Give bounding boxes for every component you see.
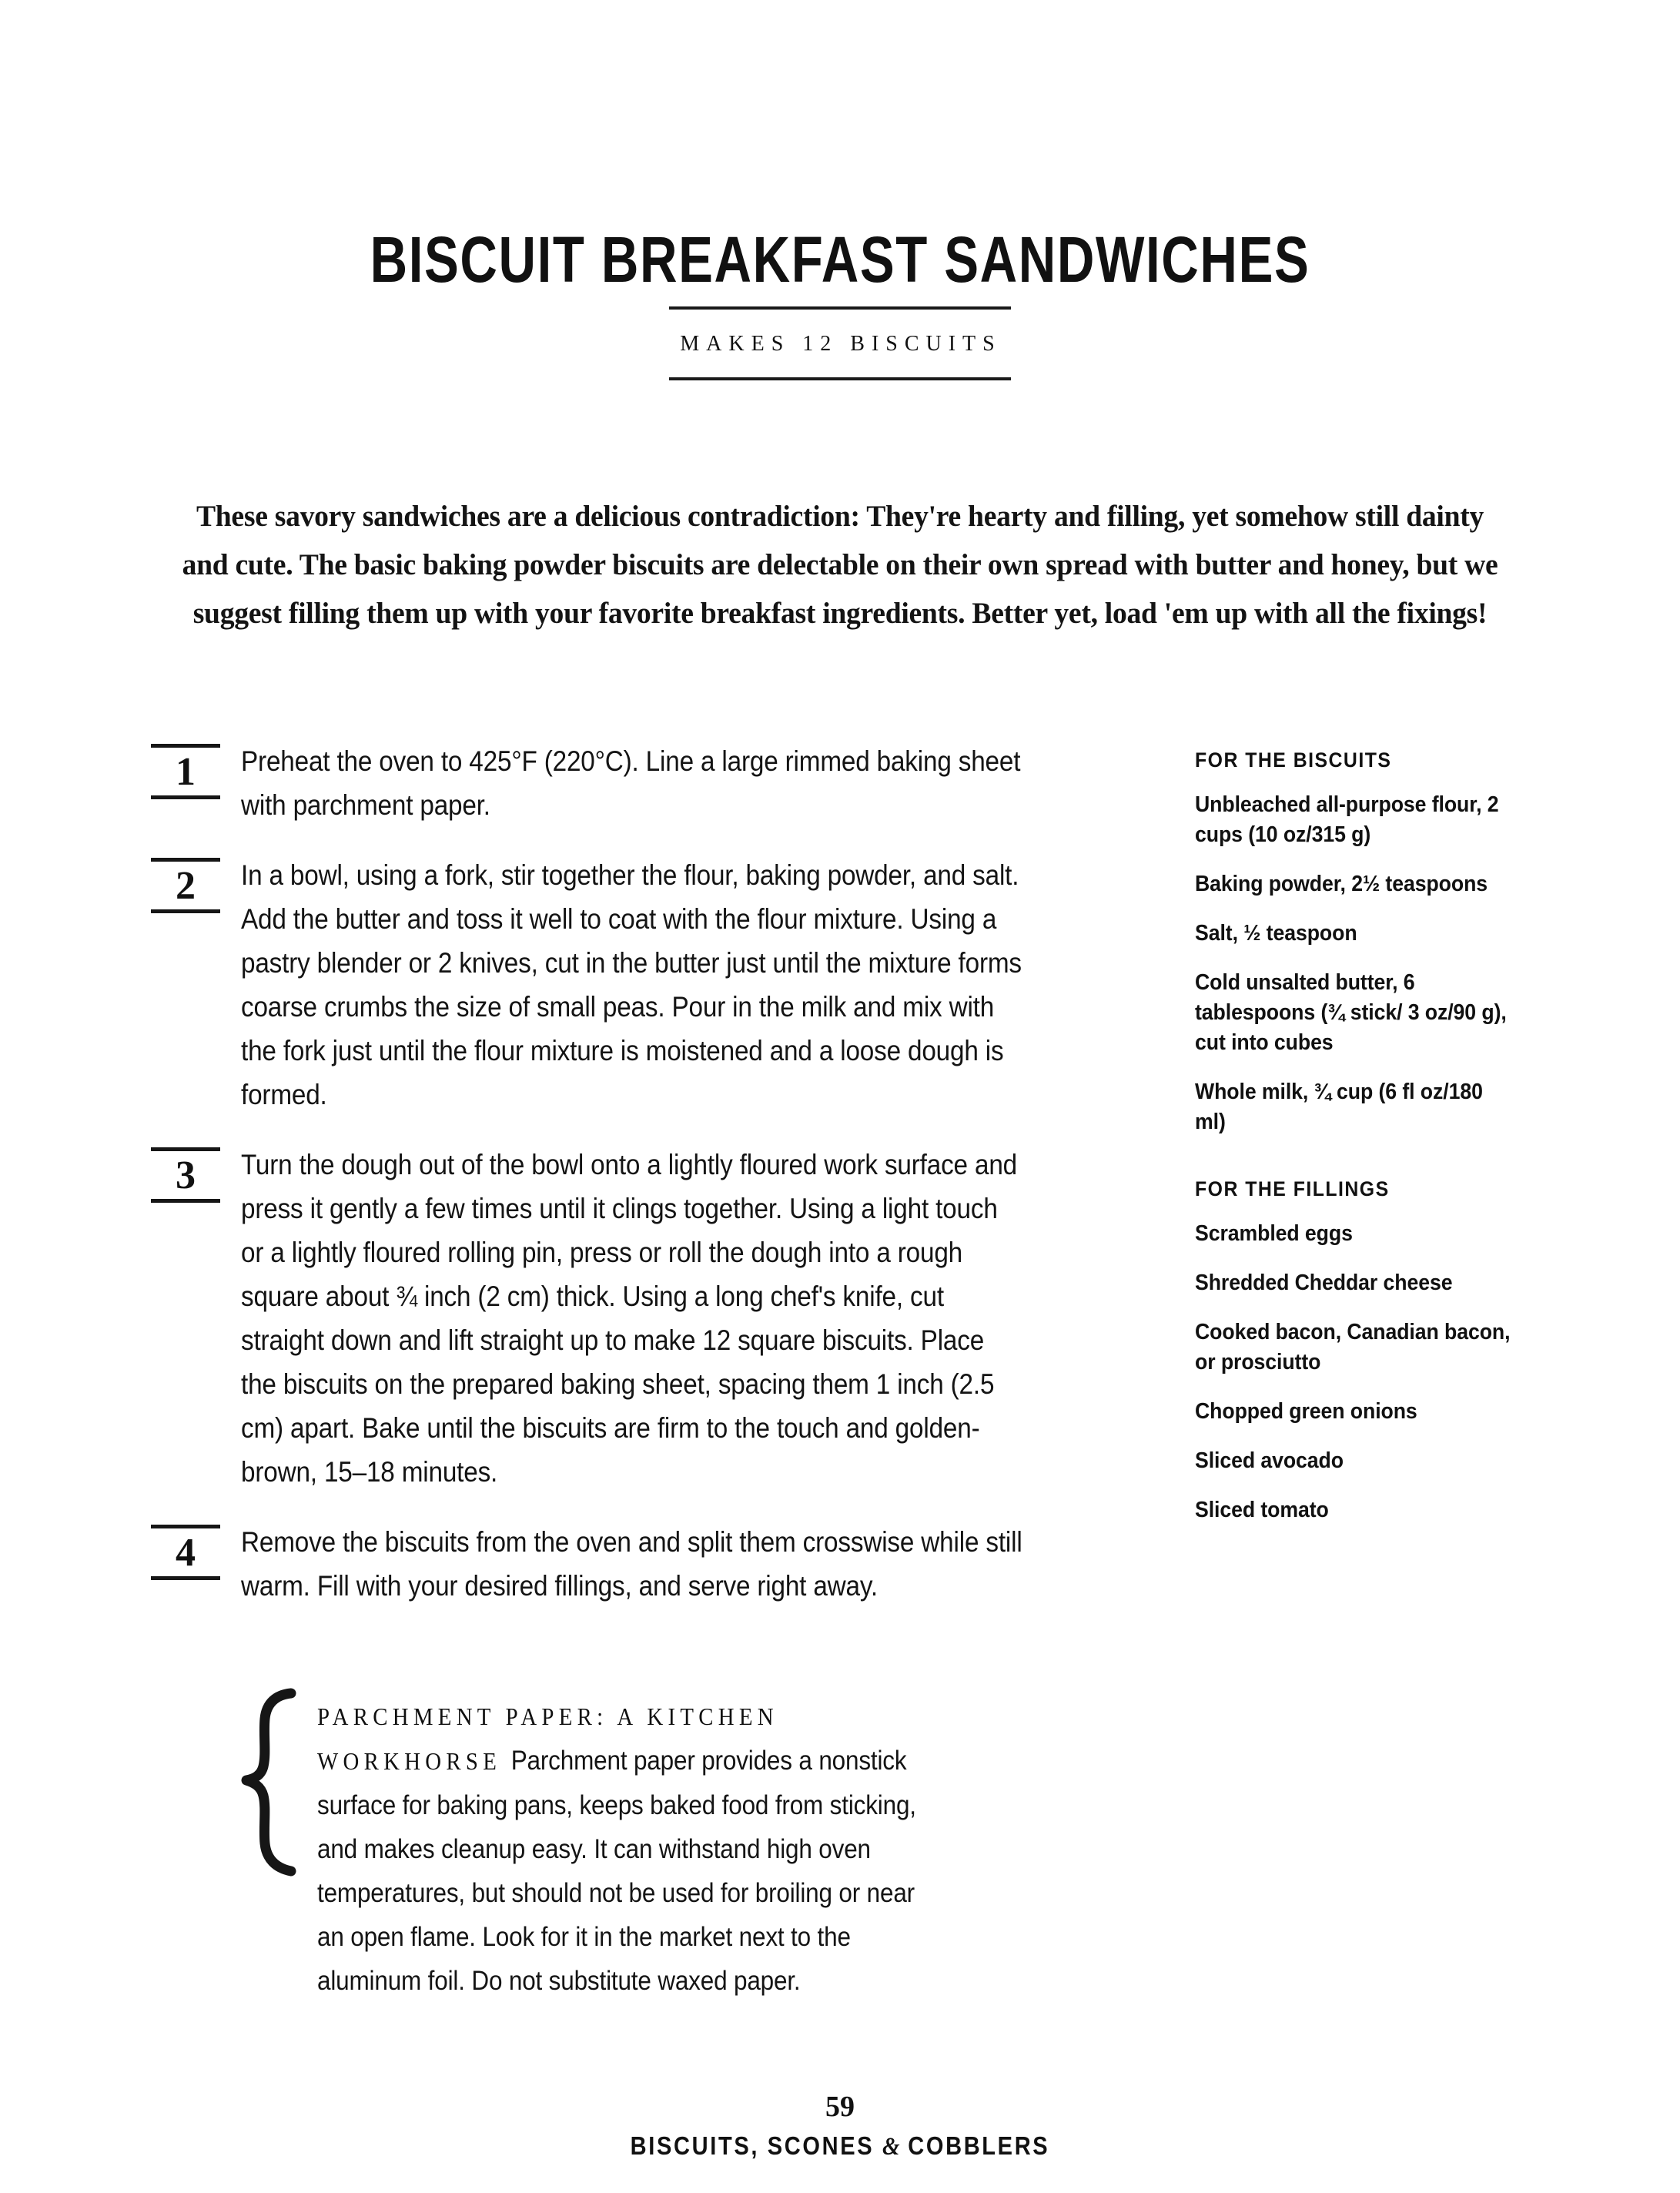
ampersand-glyph: & — [882, 2133, 900, 2161]
step-number: 4 — [151, 1525, 220, 1580]
step-number: 1 — [151, 744, 220, 799]
note-body-text: Parchment paper provides a nonstick surface for baking pans, keeps baked food from sticking, and makes cleanup easy. It can withstand high oven temperatures, but should not be used for broiling or near an open flame. Look for it in the market next to the aluminum foil. Do not substitute waxed paper. — [317, 1746, 916, 1996]
step-item — [151, 853, 1113, 1117]
ingredient-item: Salt, ½ teaspoon — [1195, 921, 1357, 946]
step-text: Remove the biscuits from the oven and split them crosswise while still warm. Fill with your desired fillings, and serve right away. — [241, 1526, 1022, 1602]
note-text-block — [317, 1686, 939, 2003]
step-number-wrap — [151, 1143, 241, 1203]
yield-block — [669, 306, 1011, 380]
step-text: Turn the dough out of the bowl onto a lightly floured work surface and press it gently a few times until it clings together. Using a light touch or a lightly floured rolling pin, press or roll the dough into a rough square about ¾ inch (2 cm) thick. Using a long chef's knife, cut straight down and lift straight up to make 12 square biscuits. Place the biscuits on the prepared baking sheet, spacing them 1 inch (2.5 cm) apart. Bake until the biscuits are firm to the touch and golden-brown, 15–18 minutes. — [241, 1149, 1017, 1488]
step-number: 2 — [151, 858, 220, 913]
yield-rule-bottom — [669, 377, 1011, 380]
step-text: Preheat the oven to 425°F (220°C). Line a large rimmed baking sheet with parchment paper. — [241, 745, 1021, 821]
running-head — [101, 2131, 1579, 2161]
instruction-steps — [151, 739, 1113, 1634]
ingredient-item: Cold unsalted butter, 6 tablespoons (¾ stick/ 3 oz/90 g), cut into cubes — [1195, 970, 1507, 1055]
running-head-after: COBBLERS — [899, 2131, 1050, 2160]
ingredient-item: Scrambled eggs — [1195, 1221, 1353, 1246]
ingredient-item: Shredded Cheddar cheese — [1195, 1271, 1453, 1295]
ingredient-item: Baking powder, 2½ teaspoons — [1195, 872, 1488, 896]
ingredients-sidebar — [1195, 748, 1514, 1545]
recipe-intro: These savory sandwiches are a delicious contradiction: They're hearty and filling, yet somehow still dainty and cute. The basic baking powder biscuits are delectable on their own spread with butter and honey, but we suggest filling them up with your favorite breakfast ingredients. Better yet, load 'em up with all the fixings! — [182, 500, 1498, 630]
ingredient-item: Unbleached all-purpose flour, 2 cups (10 oz/315 g) — [1195, 792, 1499, 847]
curly-brace-icon — [231, 1686, 317, 1871]
yield-label: MAKES 12 BISCUITS — [680, 332, 1002, 356]
step-number-wrap — [151, 1520, 241, 1580]
ingredient-item: Chopped green onions — [1195, 1399, 1417, 1424]
note-heading: PARCHMENT PAPER: A KITCHEN WORKHORSE — [317, 1703, 778, 1775]
step-text: In a bowl, using a fork, stir together the flour, baking powder, and salt. Add the butter and toss it well to coat with the flour mixture. Using a pastry blender or 2 knives, cut in the butter just until the mixture forms coarse crumbs the size of small peas. Pour in the milk and mix with the fork just until the flour mixture is moistened and a loose dough is formed. — [241, 859, 1022, 1110]
ingredient-item: Whole milk, ¾ cup (6 fl oz/180 ml) — [1195, 1080, 1483, 1134]
sidebar-note — [231, 1686, 1009, 2003]
ingredients-heading-biscuits: FOR THE BISCUITS — [1195, 748, 1392, 772]
ingredient-item: Cooked bacon, Canadian bacon, or prosciutto — [1195, 1320, 1511, 1374]
step-number-wrap — [151, 739, 241, 799]
step-number-wrap — [151, 853, 241, 913]
ingredients-heading-fillings: FOR THE FILLINGS — [1195, 1177, 1390, 1200]
page-footer — [0, 2090, 1680, 2161]
step-number: 3 — [151, 1147, 220, 1203]
page-number: 59 — [825, 2091, 855, 2123]
step-item — [151, 1143, 1113, 1494]
step-item — [151, 1520, 1113, 1608]
ingredient-item: Sliced avocado — [1195, 1448, 1344, 1473]
running-head-before: BISCUITS, SCONES — [630, 2131, 882, 2160]
ingredient-item: Sliced tomato — [1195, 1498, 1329, 1522]
page-title: BISCUIT BREAKFAST SANDWICHES — [370, 223, 1310, 296]
step-item — [151, 739, 1113, 827]
